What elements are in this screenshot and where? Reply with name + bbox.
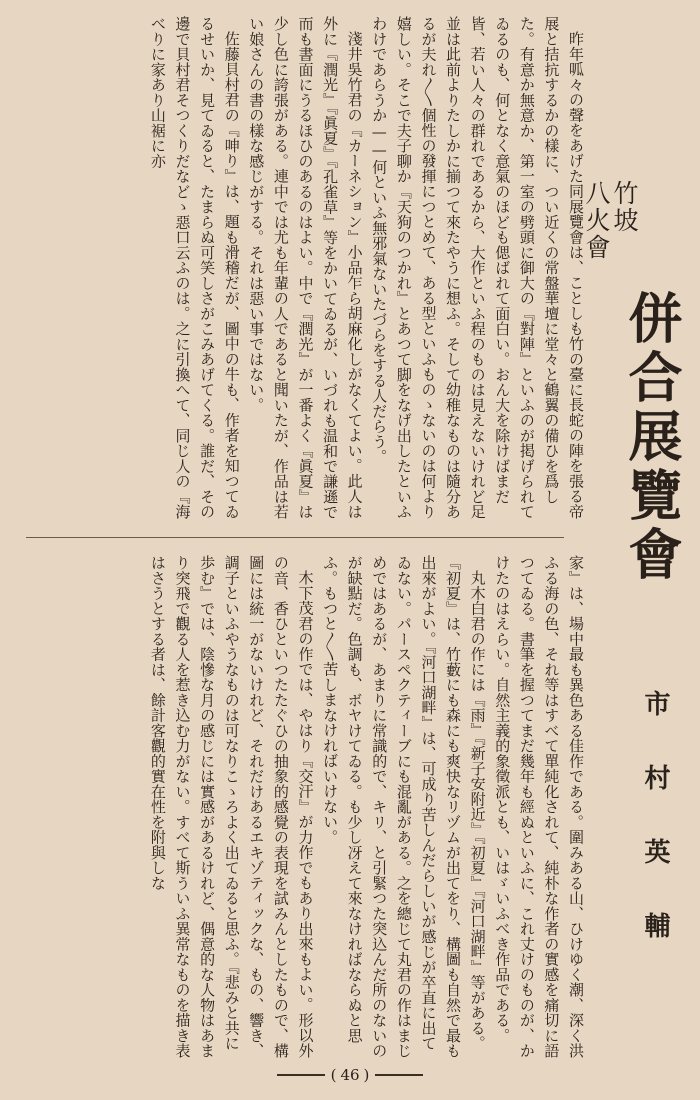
- paren-open-glyph: (: [330, 1066, 337, 1084]
- paragraph: 家』は、場中最も異色ある佳作である。圍みある山、ひけゆく潮、深く洪ふる海の色、それ等はすべて單純化されて、純朴な作者の實感を痛切に語つてゐる。書筆を握つてまだ幾年も經ぬといふに、これ丈けのものが、かけたのはえらい。自然主義的象徵派とも、いはゞいふべき作品である。: [493, 555, 585, 1059]
- paragraph: 佐藤貝村君の『呻り』は、題も滑稽だが、圖中の牛も、作者を知つてゐるせいか、見てゐると、たまらぬ可笑しさがこみあげてくる。誰だ、その邊で貝村君そつくりだなどゝ惡口云ふのは。之に引換へて、同じ人の『海べりに家あり山裾に亦: [148, 16, 241, 520]
- footer-rule-left: [277, 1074, 325, 1076]
- author-name: 市村英輔: [640, 690, 670, 986]
- article-title: 併合展覽會: [620, 290, 683, 585]
- paragraph: 淺井吳竹君の『カーネション』小品乍ら胡麻化しがなくてよい。此人は外に『潤光』『眞夏』『孔雀草』等をかいてゐるが、いづれも温和で謙遜で而も書面にうるほひのあるのはよい。中で『潤光』が一番よく『眞夏』は少し色に誇張がある。連中では尤も年輩の人であると聞いたが、作品は若い娘さんの書の樣な感じがする。それは惡い事ではない。: [247, 16, 364, 520]
- paragraph: 木下茂君の作では、やはり『交汗』が力作でもあり出來もよい。形以外の音、香ひといつたたぐひの抽象的感覺の表現を試みんとしたもので、構圖には統一がないけれど、それだけあるエキゾティックな、もの、響き、調子といふやうなものは可なりこゝろよく出てゐると思ふ。『悲みと共に歩む』では、陰慘な月の感じには實感があるけれど、偶意的な人物はあまり突飛で觀る人を惹き込む力がない。すべて斯ういふ異常なものを描き表はさうとする者は、餘計客觀的實在性を附與しな: [148, 555, 315, 1059]
- paragraph: 昨年呱々の聲をあげた同展覽會は、ことしも竹の臺に長蛇の陣を張る帝展と拮抗するかの樣に、つい近くの常盤華壇に堂々と鶴翼の備ひを爲した。有意か無意か、第一室の劈頭に御大の『對陣』といふのが掲げられてゐるのも、何となく意氣のほども偲ばれて面白い。おん大を除けばまだ皆、若い人々の群れであるから、大作といふ程のものは見えないけれど足並は此前よりたしかに揃つて來たやうに想ふ。そして幼稚なものは隨分あるが夫れ〳〵個性の發揮につとめて、ある型といふものゝないのは何より嬉しい。そこで夫子聊か『天狗のつかれ』とあつて脚をなげ出したといふわけであらうか——何といふ無邪氣ないたづらをする人だらう。: [370, 16, 585, 520]
- article-text-lower: [0, 555, 588, 1065]
- organization-name: [582, 180, 638, 261]
- page-number: 46: [340, 1066, 360, 1084]
- paren-close-glyph: ): [363, 1066, 370, 1084]
- section-divider: [26, 537, 564, 538]
- org-line-1: 竹坡: [610, 180, 639, 234]
- org-line-2: 八火會: [582, 180, 611, 261]
- article-text-upper: [0, 16, 588, 531]
- page-footer: [0, 1066, 700, 1084]
- paragraph: 丸木白君の作には『雨』『新子安附近』『初夏』『河口湖畔』等がある。『初夏』は、竹藪にも森にも爽快なリヅムが出てをり、構圖も自然で最も出來がよい。『河口湖畔』は、可成り苦しんだらしいが感じが卒直に出てゐない。パースペクティーブにも混亂がある。之を總じて丸君の作はまじめではあるが、あまりに常識的で、キリ、と引緊つた突込んだ所のないのが缺點だ。色調も、ボヤけてゐる。も少し冴えて來なければならぬと思ふ。もつと〳〵苦しまなければいけない。: [321, 555, 487, 1059]
- footer-rule-right: [375, 1074, 423, 1076]
- title-column: [582, 20, 700, 1060]
